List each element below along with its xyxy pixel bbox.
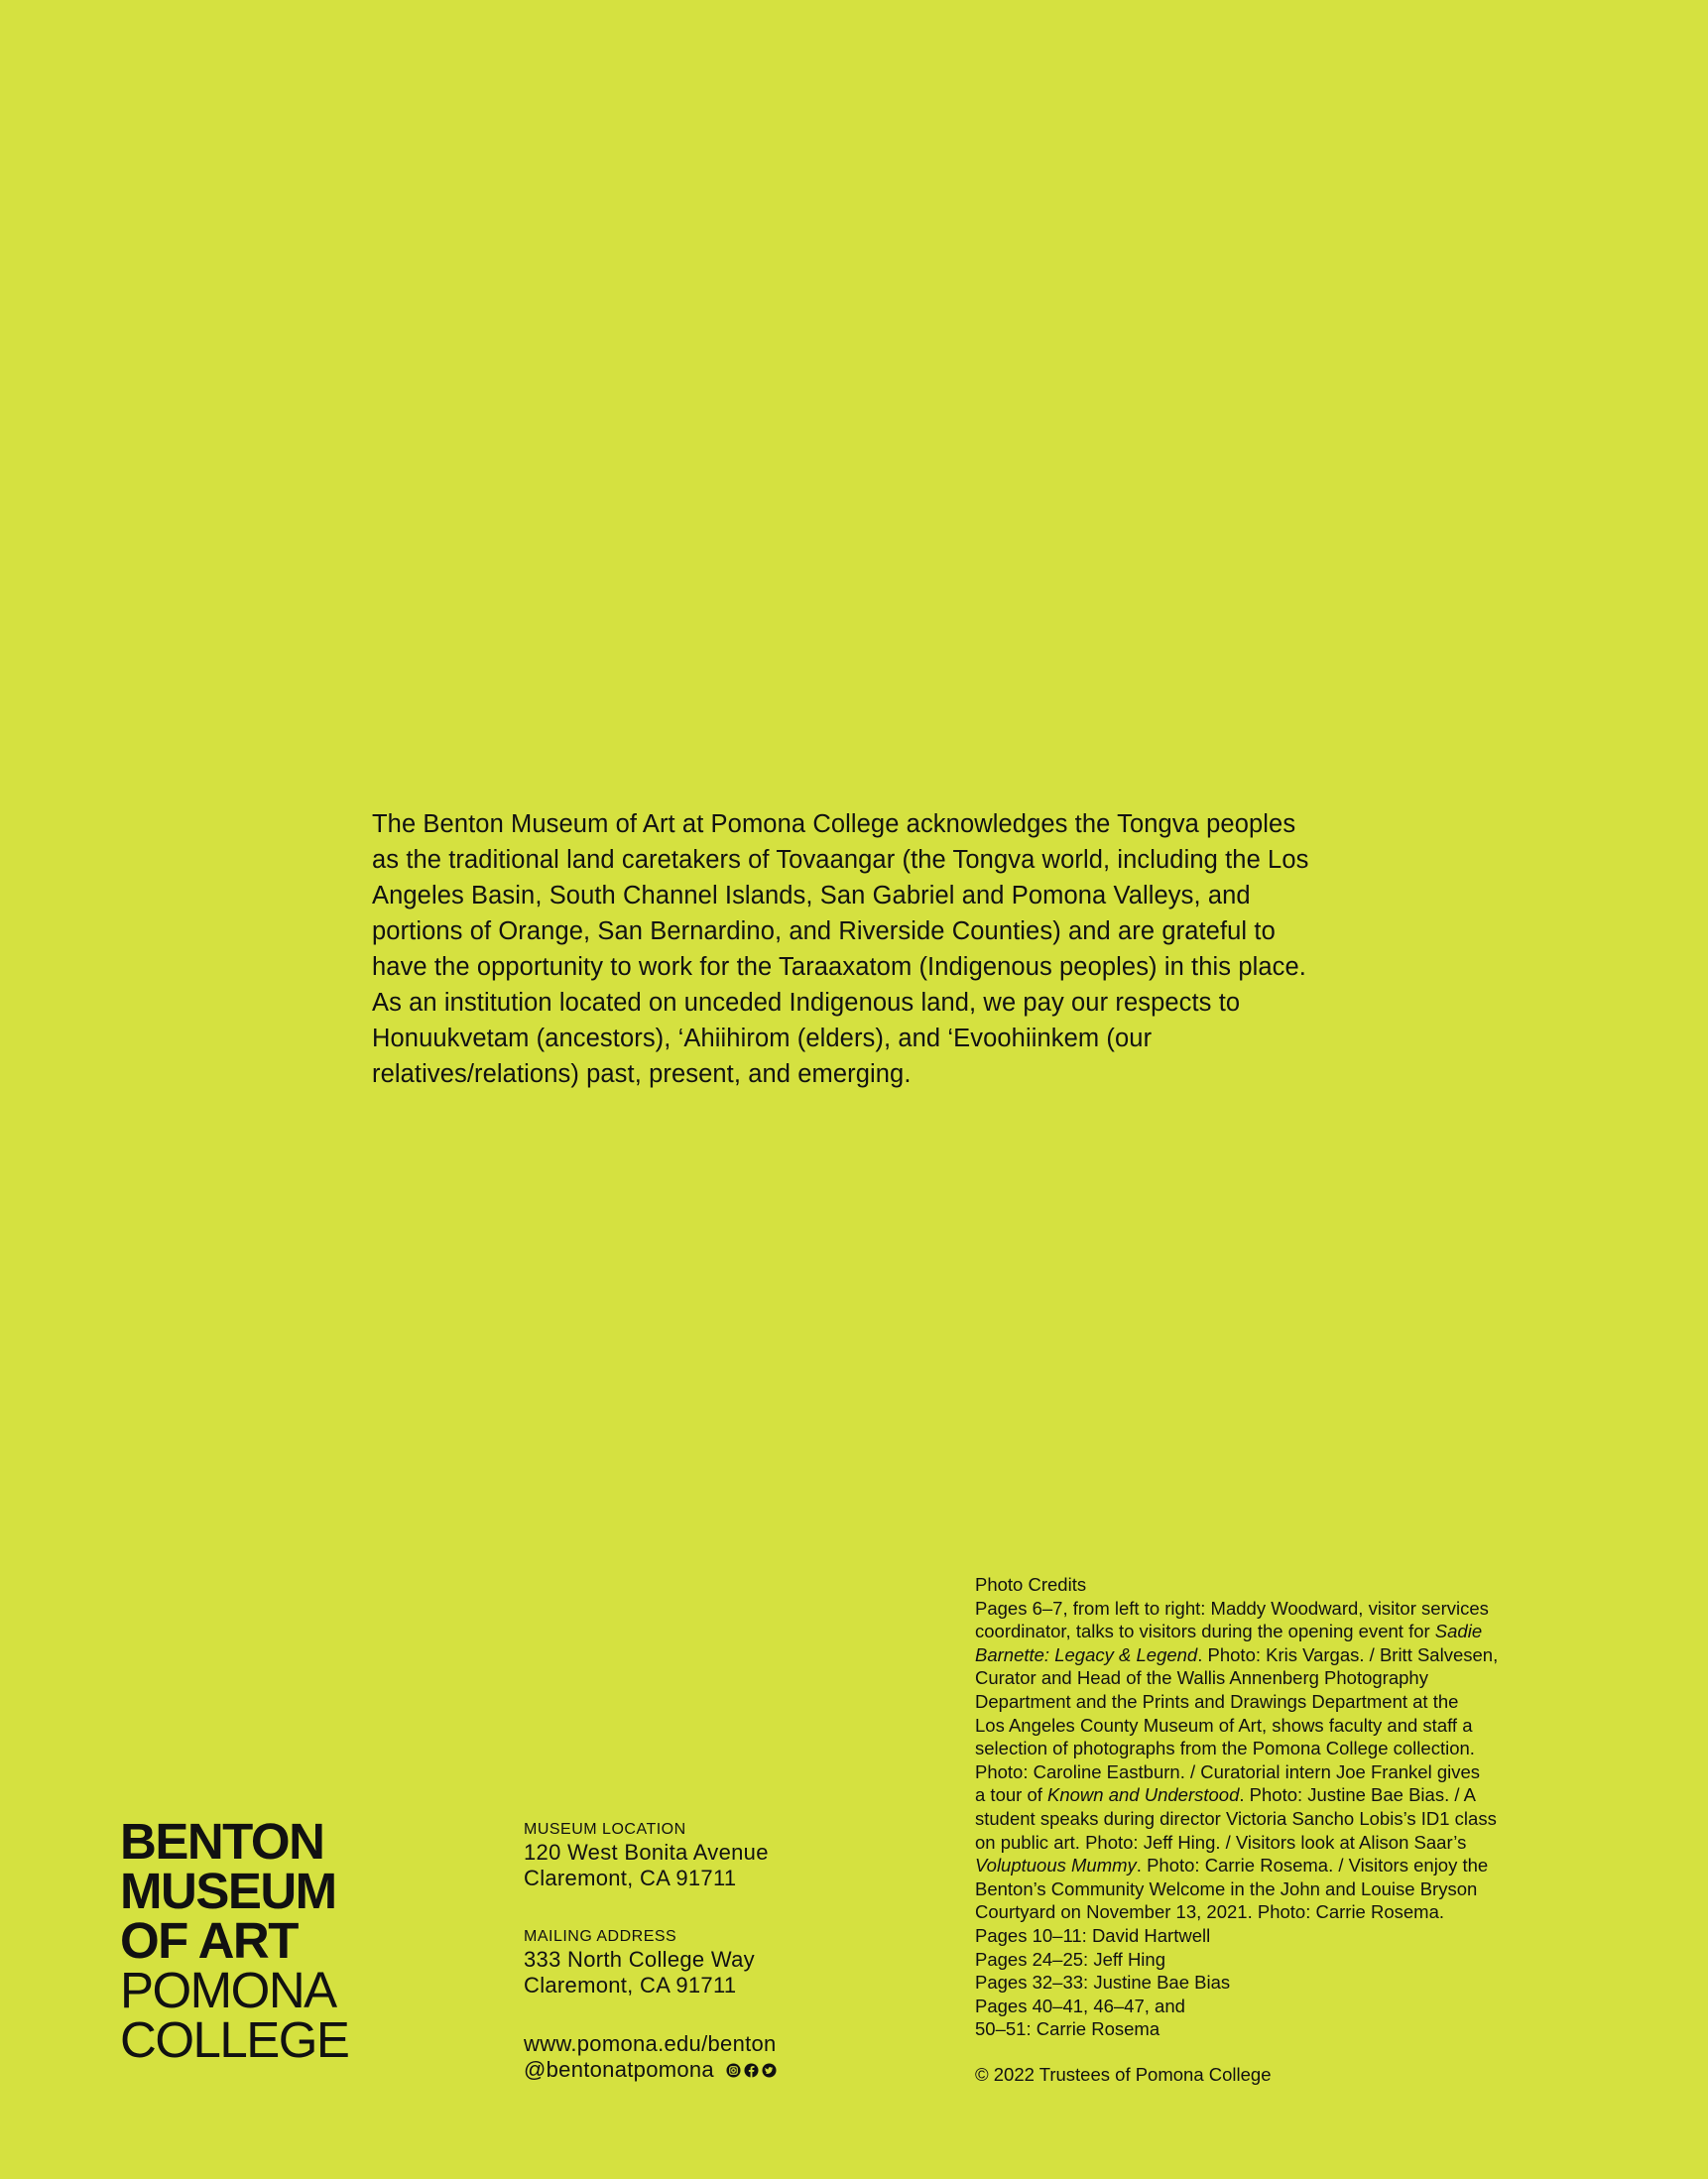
credit-line — [975, 1831, 1580, 1855]
credit-line — [975, 2017, 1580, 2041]
logo-line-museum: MUSEUM — [120, 1863, 336, 1919]
social-handle[interactable]: @bentonatpomona — [524, 2057, 714, 2082]
photo-credits — [975, 1573, 1580, 2041]
credit-line — [975, 1807, 1580, 1831]
credit-line — [975, 1971, 1580, 1995]
credit-text: . Photo: Carrie Rosema. / Visitors enjoy the — [1136, 1855, 1489, 1876]
credit-text: Photo: Caroline Eastburn. / Curatorial intern Joe Frankel gives — [975, 1760, 1481, 1782]
logo-line-pomona: POMONA — [120, 1962, 336, 2018]
logo-line-of-art: OF ART — [120, 1912, 298, 1969]
mailing-address-city: Claremont, CA 91711 — [524, 1973, 737, 1997]
credit-line — [975, 1737, 1580, 1760]
logo-line-benton: BENTON — [120, 1813, 324, 1870]
credit-text: Pages 6–7, from left to right: Maddy Woodward, visitor services — [975, 1597, 1489, 1619]
benton-museum-logo — [120, 1813, 349, 2068]
photo-credits-lines — [975, 1597, 1580, 2041]
credit-line — [975, 1995, 1580, 2018]
credit-text: on public art. Photo: Jeff Hing. / Visitors look at Alison Saar’s — [975, 1831, 1467, 1853]
credit-line — [975, 1714, 1580, 1738]
web-contact-block — [524, 2031, 841, 2083]
credit-line — [975, 1690, 1580, 1714]
credit-line — [975, 1924, 1580, 1948]
credit-line — [975, 1666, 1580, 1690]
credit-text: Benton’s Community Welcome in the John and Louise Bryson — [975, 1877, 1478, 1899]
credit-text: Curator and Head of the Wallis Annenberg Photography — [975, 1667, 1428, 1689]
credit-text: . Photo: Kris Vargas. / Britt Salvesen, — [1197, 1643, 1499, 1665]
mailing-address-street: 333 North College Way — [524, 1947, 755, 1972]
credit-title-italic: Voluptuous Mummy — [975, 1855, 1137, 1876]
credit-text: Los Angeles County Museum of Art, shows faculty and staff a — [975, 1714, 1473, 1736]
instagram-icon[interactable] — [726, 2063, 741, 2078]
credit-text: a tour of — [975, 1784, 1048, 1806]
museum-location-street: 120 West Bonita Avenue — [524, 1840, 769, 1865]
land-acknowledgment — [372, 806, 1324, 1092]
credit-line — [975, 1900, 1580, 1924]
copyright-notice: © 2022 Trustees of Pomona College — [975, 2064, 1272, 2085]
social-row — [524, 2057, 841, 2083]
credit-text: 50–51: Carrie Rosema — [975, 2018, 1160, 2040]
credit-title-italic: Barnette: Legacy & Legend — [975, 1643, 1198, 1665]
website-link[interactable]: www.pomona.edu/benton — [524, 2031, 777, 2056]
logo-line-college: COLLEGE — [120, 2011, 349, 2068]
social-icons — [726, 2063, 780, 2078]
credit-line — [975, 1948, 1580, 1972]
photo-credits-title: Photo Credits — [975, 1574, 1087, 1595]
credit-title-italic: Known and Understood — [1047, 1784, 1240, 1806]
acknowledgment-paragraph: The Benton Museum of Art at Pomona College acknowledges the Tongva peoples as the traditional land caretakers of Tovaangar (the Tongva world, including the Los Angeles Basin, South Channel Islands, San Gabriel and Pomona Valleys, and portions of Orange, San Bernardino, and Riverside Counties) and are grateful to have the opportunity to work for the Taraaxatom (Indigenous peoples) in this place. As an institution located on unceded Indigenous land, we pay our respects to Honuukvetam (ancestors), ‘Ahiihirom (elders), and ‘Evoohiinkem (our relatives/relations) past, present, and emerging. — [372, 810, 1309, 1088]
credit-line — [975, 1620, 1580, 1643]
facebook-icon[interactable] — [744, 2063, 759, 2078]
credit-text: Pages 10–11: David Hartwell — [975, 1924, 1211, 1946]
credit-line — [975, 1760, 1580, 1784]
credit-text: coordinator, talks to visitors during the opening event for — [975, 1621, 1435, 1642]
mailing-address-block — [524, 1927, 841, 1998]
credit-text: Pages 24–25: Jeff Hing — [975, 1948, 1165, 1970]
credit-line — [975, 1597, 1580, 1621]
credit-text: selection of photographs from the Pomona College collection. — [975, 1738, 1475, 1759]
credit-text: Courtyard on November 13, 2021. Photo: Carrie Rosema. — [975, 1901, 1445, 1923]
mailing-address-label: MAILING ADDRESS — [524, 1928, 677, 1945]
credit-line — [975, 1643, 1580, 1667]
credit-line — [975, 1783, 1580, 1807]
credit-title-italic: Sadie — [1434, 1621, 1483, 1642]
credit-text: student speaks during director Victoria Sancho Lobis’s ID1 class — [975, 1807, 1497, 1829]
twitter-icon[interactable] — [762, 2063, 777, 2078]
credit-line — [975, 1877, 1580, 1901]
credit-text: Pages 40–41, 46–47, and — [975, 1995, 1185, 2016]
credit-text: Pages 32–33: Justine Bae Bias — [975, 1972, 1231, 1994]
museum-location-city: Claremont, CA 91711 — [524, 1866, 737, 1890]
museum-location-block — [524, 1820, 841, 1891]
museum-location-label: MUSEUM LOCATION — [524, 1821, 686, 1838]
credit-text: Department and the Prints and Drawings Department at the — [975, 1690, 1459, 1712]
credit-text: . Photo: Justine Bae Bias. / A — [1239, 1784, 1476, 1806]
credit-line — [975, 1854, 1580, 1877]
